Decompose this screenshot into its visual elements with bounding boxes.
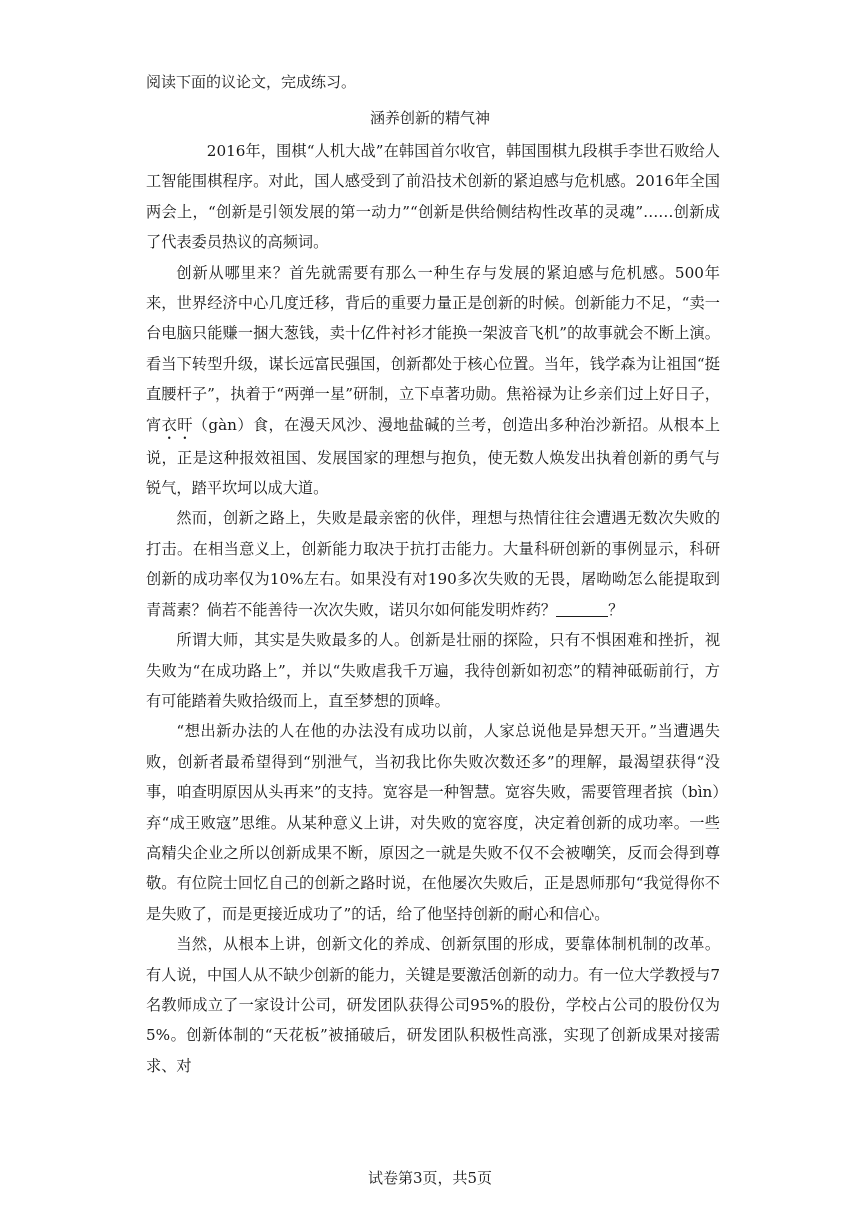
paragraph-3 (146, 503, 720, 625)
reading-instruction: 阅读下面的议论文，完成练习。 (146, 73, 357, 91)
answer-blank[interactable] (556, 601, 608, 617)
essay-body (146, 136, 720, 1081)
essay-title: 涵养创新的精气神 (369, 109, 490, 127)
paragraph-5: “想出新办法的人在他的办法没有成功以前，人家总说他是异想天开。”当遭遇失败，创新者最希望得到“别泄气，当初我比你失败次数还多”的理解，最渴望获得“没事，咱查明原因从头再来”的支持。宽容是一种智慧。宽容失败，需要管理者摈（bìn）弃“成王败寇”思维。从某种意义上讲，对失败的宽容度，决定着创新的成功率。一些高精尖企业之所以创新成果不断，原因之一就是失败不仅不会被嘲笑，反而会得到尊敬。有位院士回忆自己的创新之路时说，在他屡次失败后，正是恩师那句“我觉得你不是失败了，而是更接近成功了”的话，给了他坚持创新的耐心和信心。 (146, 722, 720, 923)
paragraph-3-text: 然而，创新之路上，失败是最亲密的伙伴，理想与热情往往会遭遇无数次失败的打击。在相当意义上，创新能力取决于抗打击能力。大量科研创新的事例显示，科研创新的成功率仅为10%左右。如果没有对190多次失败的无畏，屠呦呦怎么能提取到青蒿素？倘若不能善待一次次失败，诺贝尔如何能发明炸药？ (146, 509, 720, 619)
paragraph-6: 当然，从根本上讲，创新文化的养成、创新氛围的形成，要靠体制机制的改革。有人说，中国人从不缺少创新的能力，关键是要激活创新的动力。有一位大学教授与7名教师成立了一家设计公司，研发团队获得公司95%的股份，学校占公司的股份仅为5%。创新体制的“天花板”被捅破后，研发团队积极性高涨，实现了创新成果对接需求、对 (146, 935, 720, 1075)
paragraph-1: 2016年，围棋“人机大战”在韩国首尔收官，韩国围棋九段棋手李世石败给人工智能围棋程序。对此，国人感受到了前沿技术创新的紧迫感与危机感。2016年全国两会上，“创新是引领发展的第一动力”“创新是供给侧结构性改革的灵魂”……创新成了代表委员热议的高频词。 (146, 142, 720, 252)
paragraph-2-part-a: 创新从哪里来？首先就需要有那么一种生存与发展的紧迫感与危机感。500年来，世界经济中心几度迁移，背后的重要力量正是创新的时候。创新能力不足，“卖一台电脑只能赚一捆大葱钱，卖十亿件衬衫才能换一架波音飞机”的故事就会不断上演。看当下转型升级，谋长远富民强国，创新都处于核心位置。当年，钱学森为让祖国“挺直腰杆子”，执着于“两弹一星”研制，立下卓著功勋。焦裕禄为让乡亲们过上好日子，宵 (146, 263, 720, 434)
emphasis-char-gan: 旰 (177, 415, 193, 434)
page-footer: 试卷第3页，共5页 (367, 1169, 493, 1187)
emphasis-char-yi: 衣 (161, 415, 178, 434)
paragraph-3-end: ？ (608, 600, 624, 619)
paragraph-2-part-b: （gàn）食，在漫天风沙、漫地盐碱的兰考，创造出多种治沙新招。从根本上说，正是这种报效祖国、发展国家的理想与抱负，使无数人焕发出执着创新的勇气与锐气，踏平坎坷以成大道。 (146, 415, 721, 498)
paragraph-2 (146, 258, 720, 504)
paragraph-4: 所谓大师，其实是失败最多的人。创新是壮丽的探险，只有不惧困难和挫折，视失败为“在成功路上”，并以“失败虐我千万遍，我待创新如初恋”的精神砥砺前行，方有可能踏着失败拾级而上，直至梦想的顶峰。 (146, 631, 720, 710)
